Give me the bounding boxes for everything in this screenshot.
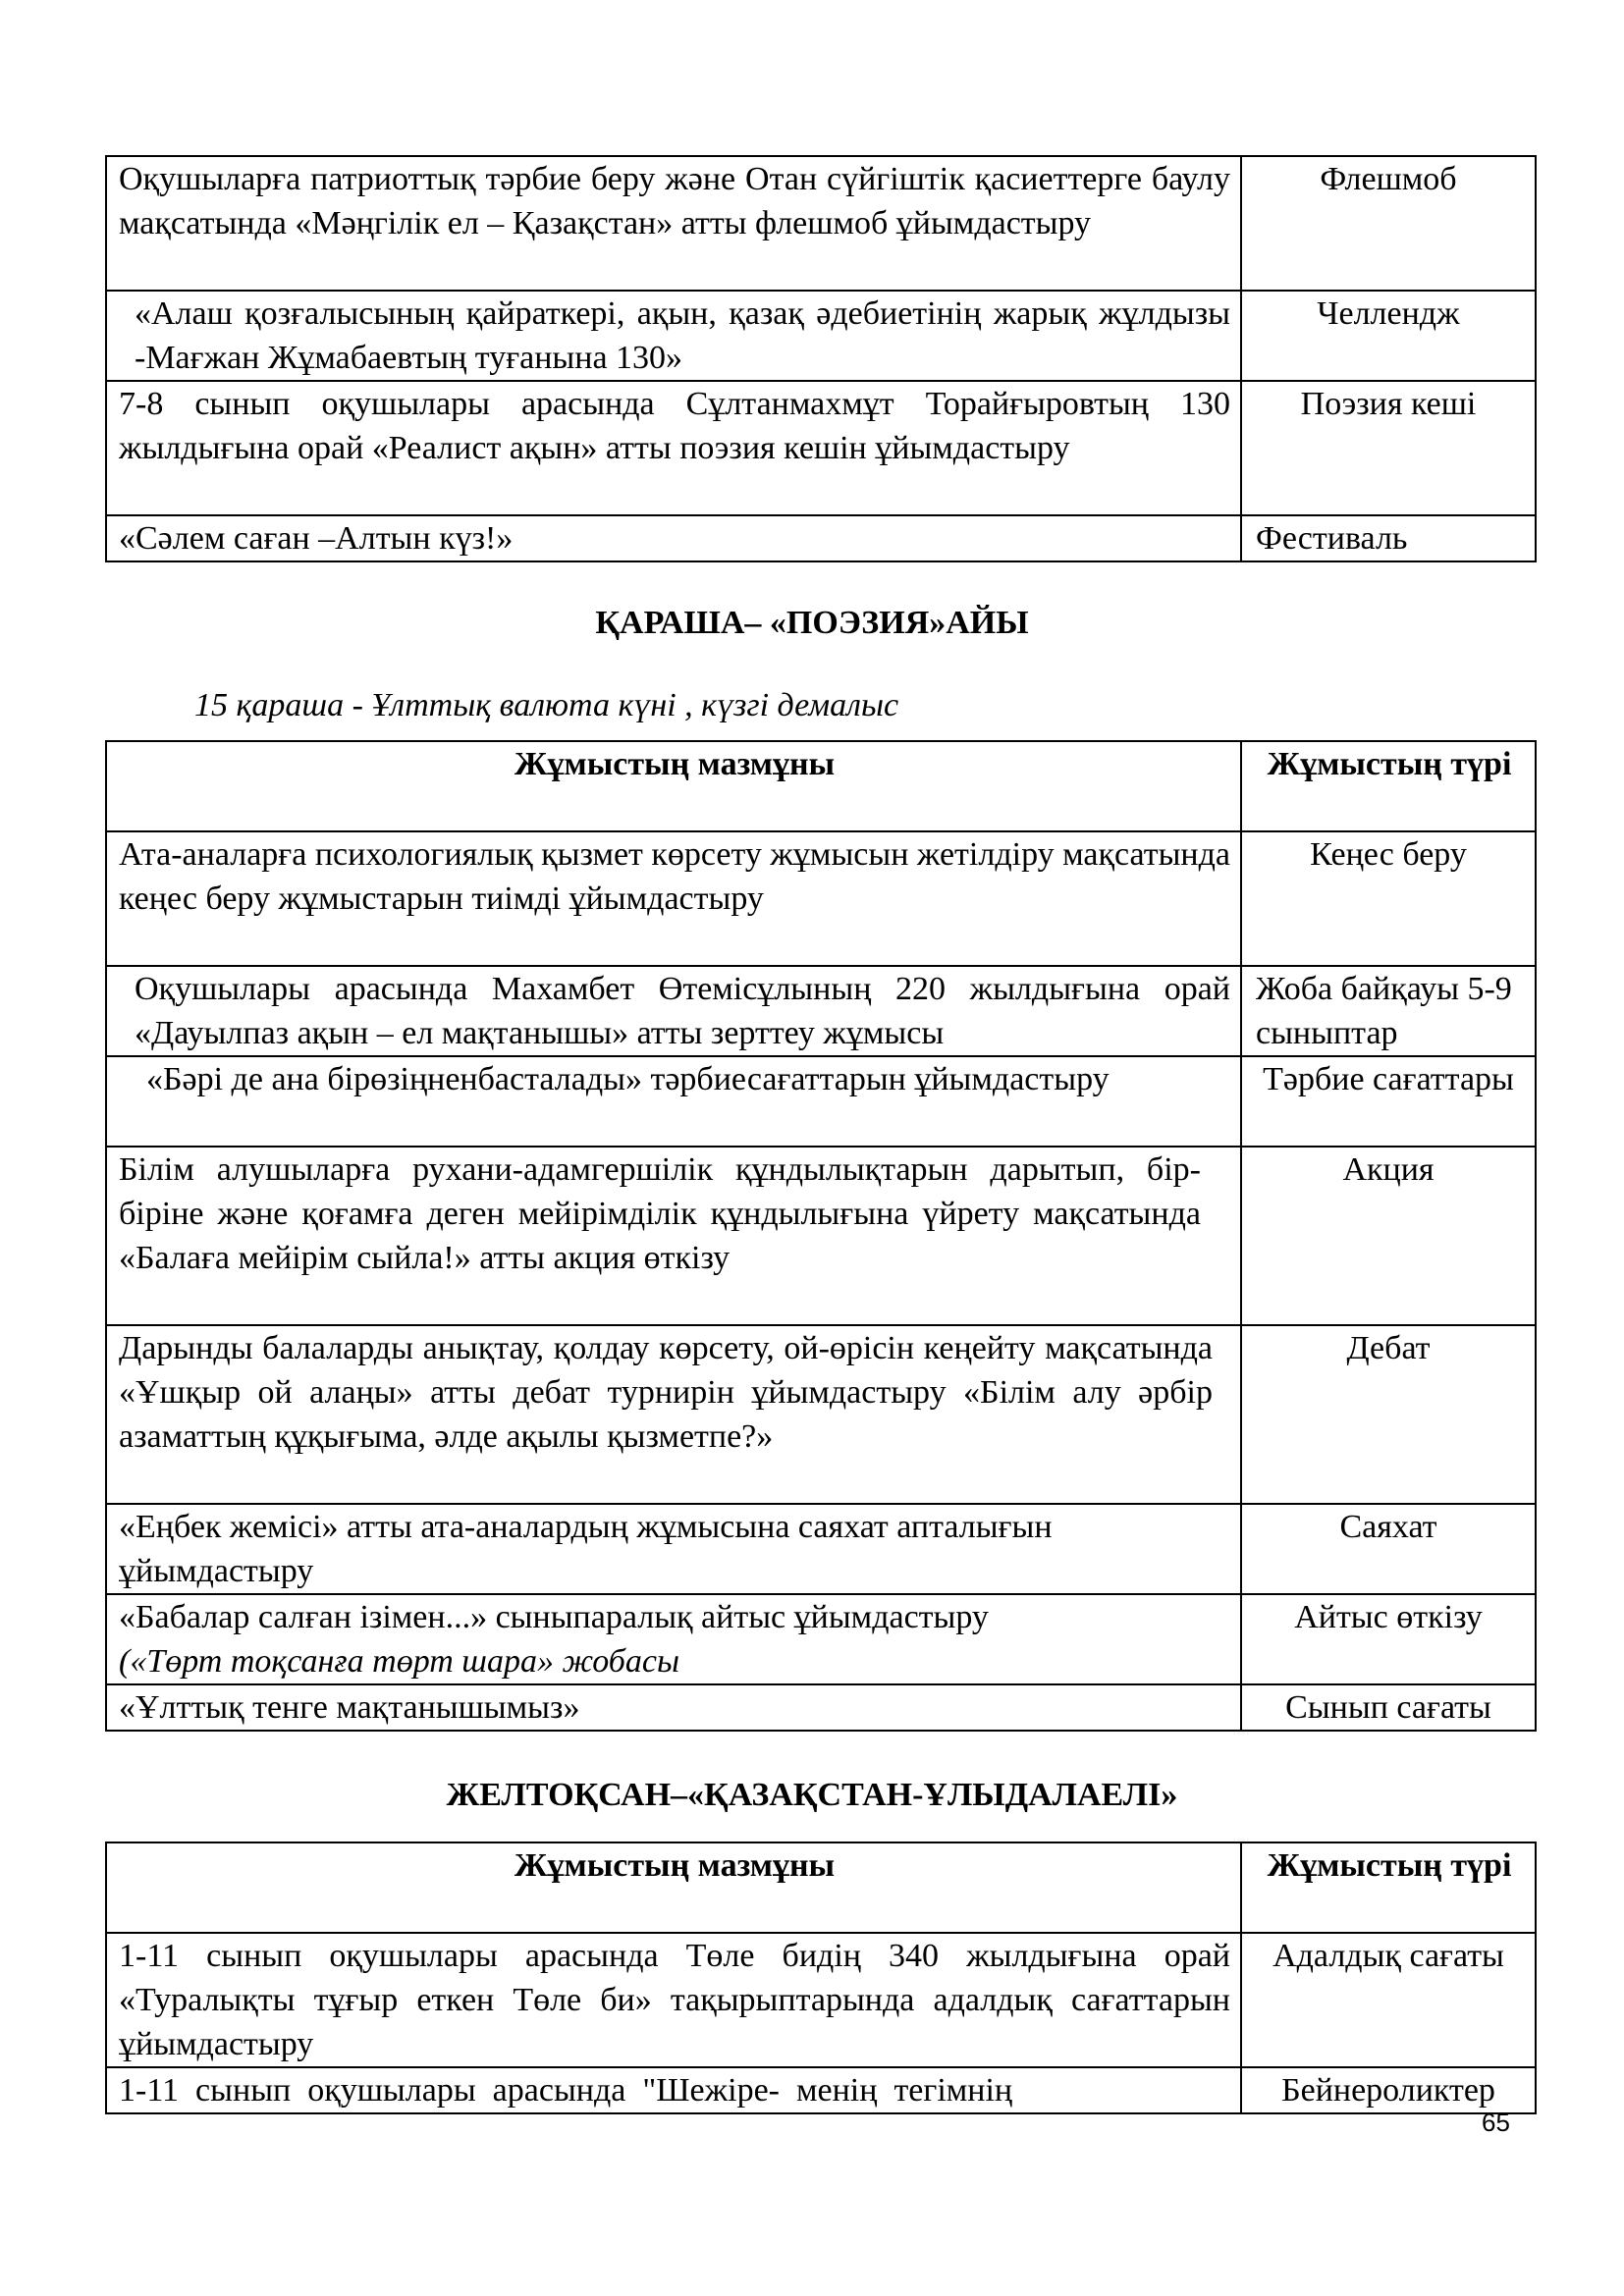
work-type-cell: Бейнероликтер [1241, 2067, 1536, 2113]
section-title-december: ЖЕЛТОҚСАН–«ҚАЗАҚСТАН-ҰЛЫДАЛАЕЛІ» [446, 1777, 1178, 1813]
section-note: 15 қараша - Ұлттық валюта күні , күзгі демалыс [194, 687, 899, 723]
work-content-cell: «Ұлттық тенге мақтанышымыз» [106, 1684, 1241, 1731]
work-content-cell: Дарынды балаларды анықтау, қолдау көрсету, ой-өрісін кеңейту мақсатында «Ұшқыр ой алаңы» атты дебат турнирін ұйымдастыру «Білім алу әрбір азаматтың құқығыма, әлде ақылы қызметпе?» [106, 1325, 1241, 1504]
work-content-cell: 1-11 сынып оқушылары арасында Төле бидің 340 жылдығына орай «Туралықты тұғыр еткен Төле би» тақырыптарында адалдық сағаттарын ұйымдастыру [106, 1933, 1241, 2067]
table-row [106, 1684, 1536, 1731]
work-type-cell: Челлендж [1241, 291, 1536, 381]
work-content-cell [106, 1594, 1241, 1684]
work-content-cell: Оқушыларға патриоттық тәрбие беру және Отан сүйгіштік қасиеттерге баулу мақсатында «Мәңгілік ел – Қазақстан» атты флешмоб ұйымдастыру [106, 156, 1241, 291]
column-header-content: Жұмыстың мазмұны [106, 1842, 1241, 1933]
table-row [106, 156, 1536, 291]
table-header-row [106, 1842, 1536, 1933]
work-type-cell: Адалдық сағаты [1241, 1933, 1536, 2067]
project-note: («Төрт тоқсанға төрт шара» жобасы [119, 1643, 680, 1680]
work-content-cell: «Алаш қозғалысының қайраткері, ақын, қазақ әдебиетінің жарық жұлдызы -Мағжан Жұмабаевтың туғанына 130» [106, 291, 1241, 381]
table-row [106, 831, 1536, 966]
table-row [106, 1594, 1536, 1684]
section-title-november: ҚАРАША– «ПОЭЗИЯ»АЙЫ [595, 605, 1029, 641]
work-type-cell: Фестиваль [1241, 515, 1536, 561]
events-table-october [105, 155, 1537, 562]
work-content-cell: «Еңбек жемісі» атты ата-аналардың жұмысына саяхат апталығын ұйымдастыру [106, 1504, 1241, 1594]
work-type-cell: Флешмоб [1241, 156, 1536, 291]
column-header-type: Жұмыстың түрі [1241, 741, 1536, 831]
table-row [106, 966, 1536, 1056]
work-type-cell: Дебат [1241, 1325, 1536, 1504]
work-content-cell: Оқушылары арасында Махамбет Өтемісұлының 220 жылдығына орай «Дауылпаз ақын – ел мақтанышы» атты зерттеу жұмысы [106, 966, 1241, 1056]
table-row [106, 1147, 1536, 1325]
table-row [106, 381, 1536, 515]
work-type-cell: Акция [1241, 1147, 1536, 1325]
work-content-cell: «Бәрі де ана бірөзіңненбасталады» тәрбиесағаттарын ұйымдастыру [106, 1056, 1241, 1147]
table-row [106, 1325, 1536, 1504]
work-type-cell: Тәрбие сағаттары [1241, 1056, 1536, 1147]
table-row [106, 1933, 1536, 2067]
work-content-cell: 1-11 сынып оқушылары арасында "Шежіре- менің тегімнің [106, 2067, 1241, 2113]
work-content-cell: Білім алушыларға рухани-адамгершілік құндылықтарын дарытып, бір-біріне және қоғамға деген мейірімділік құндылығына үйрету мақсатында «Балаға мейірім сыйла!» атты акция өткізу [106, 1147, 1241, 1325]
page-number: 65 [1482, 2108, 1510, 2137]
work-content-cell: Ата-аналарға психологиялық қызмет көрсету жұмысын жетілдіру мақсатында кеңес беру жұмыстарын тиімді ұйымдастыру [106, 831, 1241, 966]
work-type-cell: Саяхат [1241, 1504, 1536, 1594]
events-table-december [105, 1842, 1537, 2114]
table-row [106, 1504, 1536, 1594]
work-content-cell: 7-8 сынып оқушылары арасында Сұлтанмахмұт Торайғыровтың 130 жылдығына орай «Реалист ақын» атты поэзия кешін ұйымдастыру [106, 381, 1241, 515]
column-header-type: Жұмыстың түрі [1241, 1842, 1536, 1933]
work-content-cell: «Сәлем саған –Алтын күз!» [106, 515, 1241, 561]
work-type-cell: Кеңес беру [1241, 831, 1536, 966]
work-type-cell: Жоба байқауы 5-9 сыныптар [1241, 966, 1536, 1056]
work-type-cell: Поэзия кеші [1241, 381, 1536, 515]
work-content-text: «Бабалар салған ізімен...» сыныпаралық айтыс ұйымдастыру [119, 1599, 989, 1635]
work-type-cell: Айтыс өткізу [1241, 1594, 1536, 1684]
table-row [106, 1056, 1536, 1147]
table-row [106, 2067, 1536, 2113]
table-header-row [106, 741, 1536, 831]
table-row [106, 291, 1536, 381]
work-type-cell: Сынып сағаты [1241, 1684, 1536, 1731]
table-row [106, 515, 1536, 561]
column-header-content: Жұмыстың мазмұны [106, 741, 1241, 831]
events-table-november [105, 740, 1537, 1732]
